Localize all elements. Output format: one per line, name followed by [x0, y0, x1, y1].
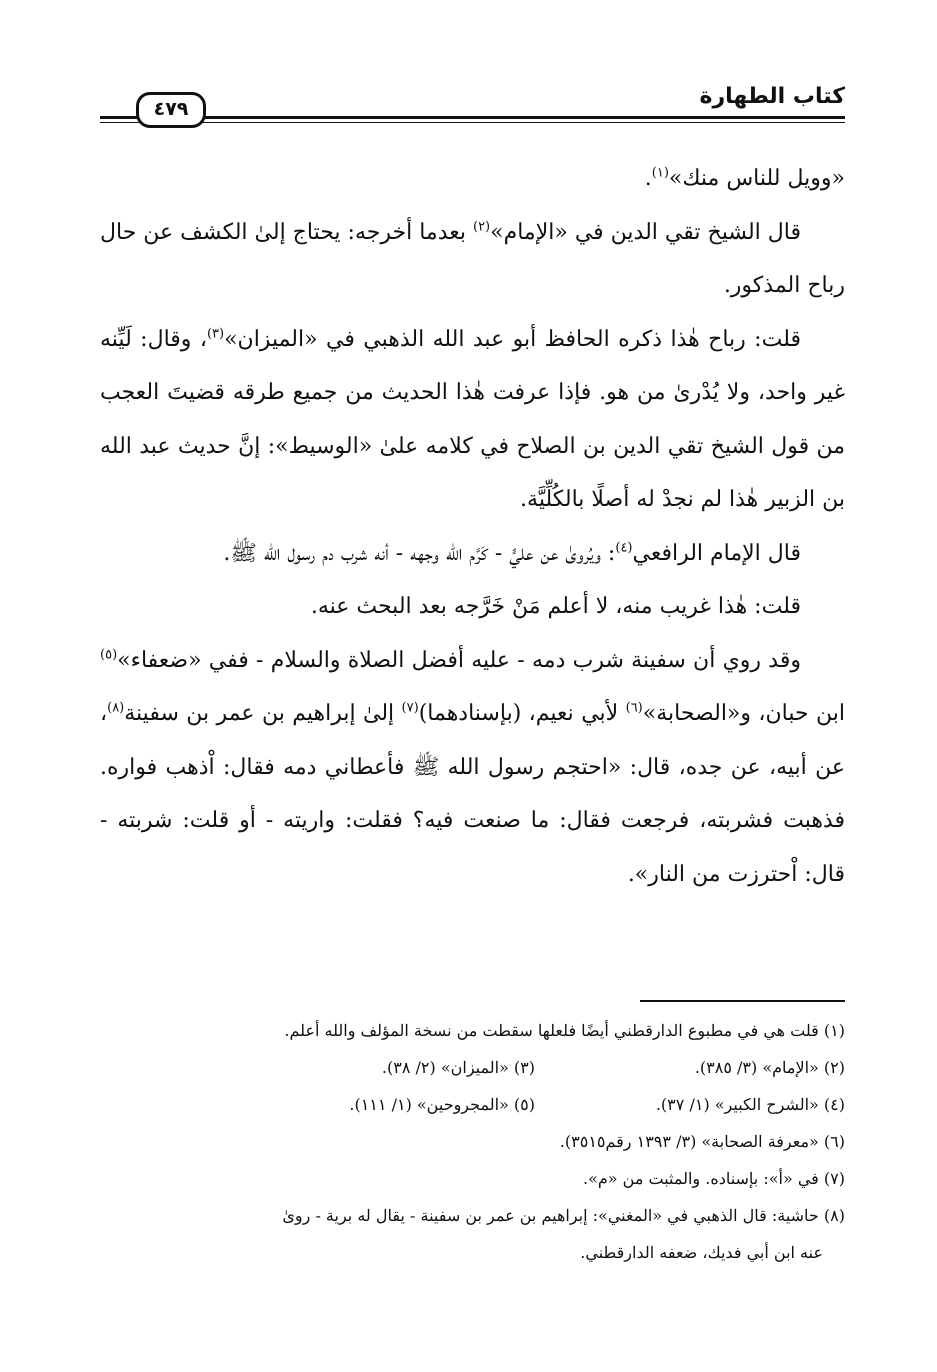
main-text: [100, 152, 845, 901]
quote-text: «وويل للناس منك»: [668, 166, 845, 191]
footnote-ref: (٧): [401, 700, 419, 716]
page-number: ٤٧٩: [136, 92, 206, 128]
paragraph-1: «وويل للناس منك»$^{(١)}$.: [644, 165, 845, 191]
footnote-2: (٢) «الإمام» (٣/ ٣٨٥).: [694, 1058, 845, 1077]
paragraph-6: وقد روي أن سفينة شرب دمه - عليه أفضل الصلاة والسلام - ففي «ضعفاء»$^{(٥)}$ ابن حبان، و«الصحابة»$^{(٦)}$ لأبي نعيم، (بإسنادهما)$^{(٧)}$ إلىٰ إبراهيم بن عمر بن سفينة$^{(٨)}$، عن أبيه، عن جده، قال: «احتجم رسول الله ﷺ فأعطاني دمه فقال: اْذهب فواره. فذهبت فشربته، فرجعت فقال: ما صنعت فيه؟ فقلت: واريته - أو قلت: شربته - قال: اْحترزت من النار».: [100, 647, 845, 887]
footnote-ref: (٥): [100, 647, 118, 663]
footnote-5: (٥) «المجروحين» (١/ ١١١).: [349, 1095, 535, 1114]
footnote-row: [100, 1049, 845, 1086]
paragraph-5: قلت: هٰذا غريب منه، لا أعلم مَنْ خَرَّجه بعد البحث عنه.: [310, 594, 801, 619]
footnote-ref: (٦): [625, 700, 643, 716]
footnote-ref: (٢): [472, 219, 491, 235]
footnote-1: (١) قلت هي في مطبوع الدارقطني أيضًا فلعلها سقطت من نسخة المؤلف والله أعلم.: [284, 1021, 845, 1040]
paragraph-3: قلت: رباح هٰذا ذكره الحافظ أبو عبد الله الذهبي في «الميزان»$^{(٣)}$، وقال: لَيِّنه غير واحد، ولا يُدْرىٰ من هو. فإذا عرفت هٰذا الحديث من جميع طرقه قضيتَ العجب من قول الشيخ تقي الدين بن الصلاح في كلامه علىٰ «الوسيط»: إنَّ حديث عبد الله بن الزبير هٰذا لم نجدْ له أصلًا بالكُلِّيَّة.: [100, 326, 845, 512]
paragraph-2: قال الشيخ تقي الدين في «الإمام»$^{(٢)}$ بعدما أخرجه: يحتاج إلىٰ الكشف عن حال رباح المذكور.: [100, 219, 845, 298]
footnote-ref: (٣): [206, 326, 225, 342]
footnote-ref: (٨): [107, 700, 125, 716]
footnote-ref: (٤): [615, 540, 633, 556]
footnote-8-continued: عنه ابن أبي فديك، ضعفه الدارقطني.: [580, 1243, 823, 1262]
footnote-7: (٧) في «أ»: بإسناده. والمثبت من «م».: [582, 1169, 845, 1188]
header-rule-thin: [100, 122, 845, 123]
footnote-ref: (١): [651, 165, 669, 181]
footnote-3: (٣) «الميزان» (٢/ ٣٨).: [381, 1058, 535, 1077]
footnote-8: (٨) حاشية: قال الذهبي في «المغني»: إبراهيم بن عمر بن سفينة - يقال له برية - روىٰ: [282, 1206, 845, 1225]
footnote-separator: [640, 1000, 845, 1002]
footnotes: [100, 1012, 845, 1271]
page-header: [100, 78, 845, 130]
book-title: كتاب الطهارة: [694, 82, 845, 112]
header-rule-thick: [100, 116, 845, 119]
paragraph-4: قال الإمام الرافعي$^{(٤)}$: ويُروىٰ عن عليٍّ - كَرَّم الله وجهه - أنه شرب دم رسول الله ﷺ.: [223, 540, 801, 566]
footnote-row: [100, 1086, 845, 1123]
footnote-6: (٦) «معرفة الصحابة» (٣/ ١٣٩٣ رقم٣٥١٥).: [559, 1132, 845, 1151]
footnote-4: (٤) «الشرح الكبير» (١/ ٣٧).: [655, 1095, 845, 1114]
